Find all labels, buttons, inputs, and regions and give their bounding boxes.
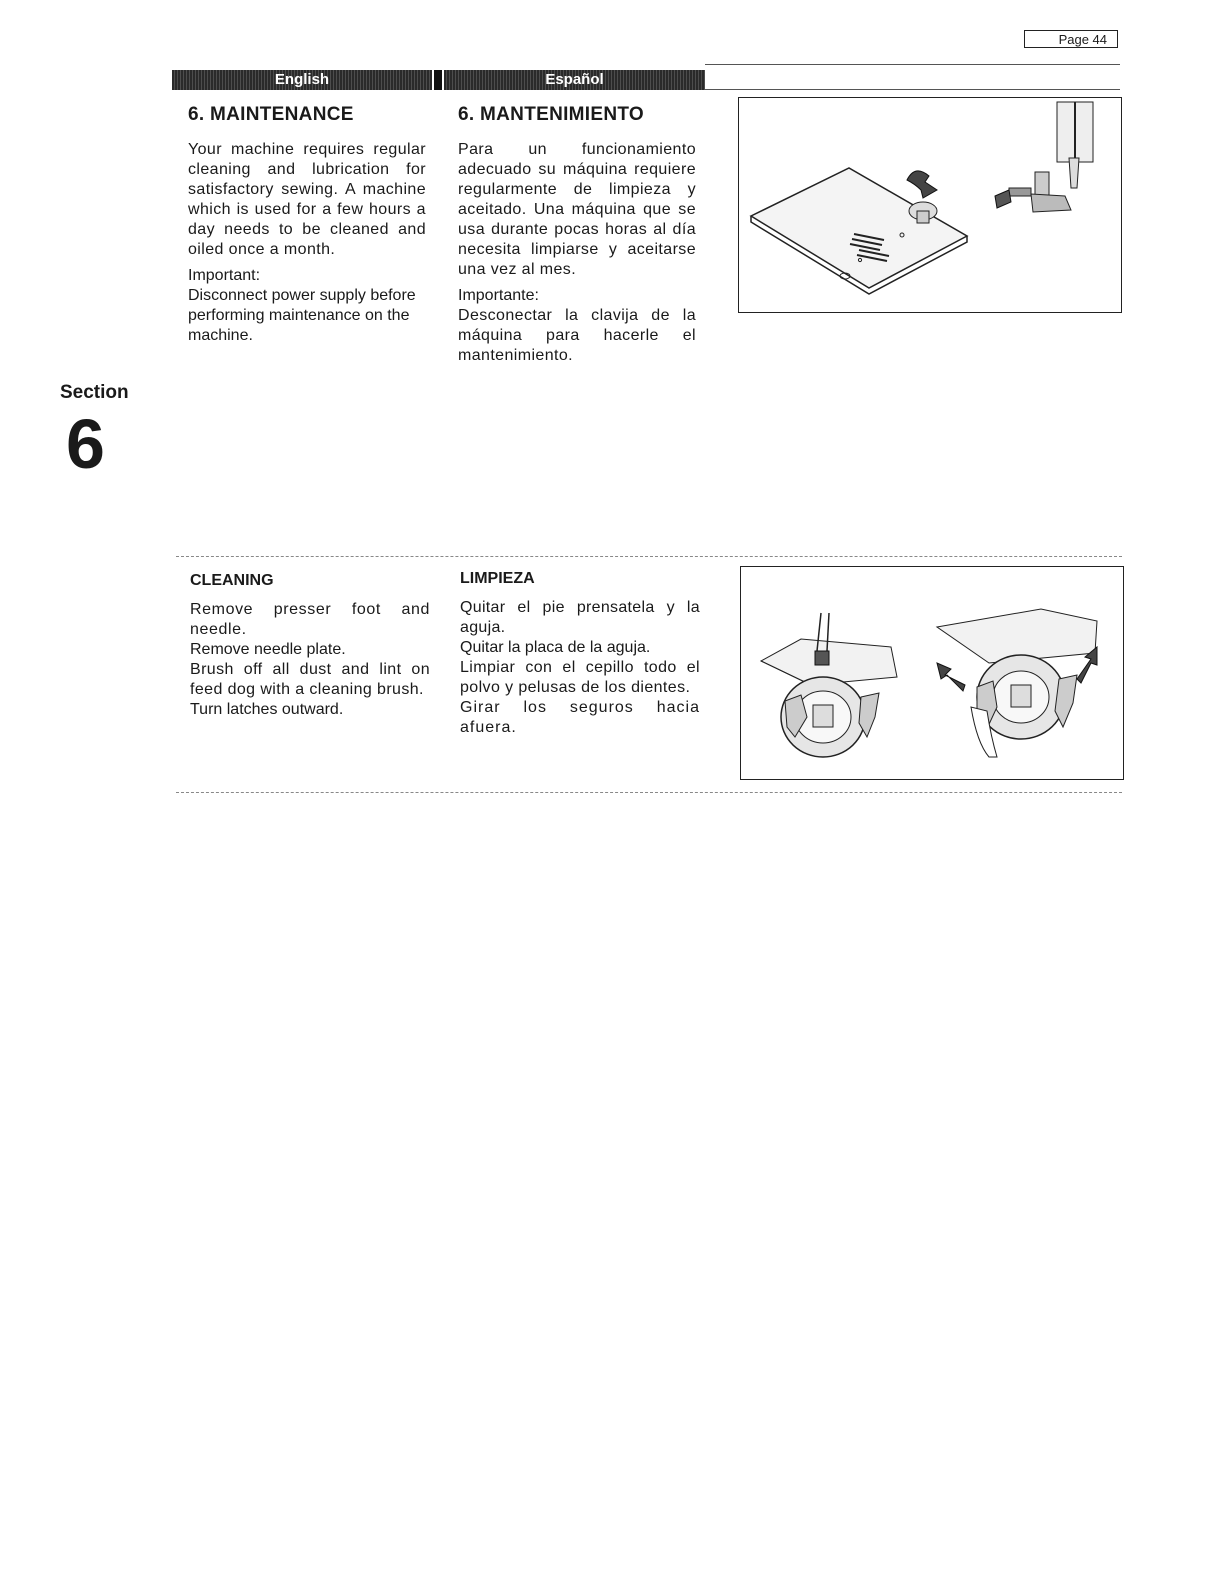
- section-number: 6: [66, 405, 105, 483]
- cleaning-line-en-2: Remove needle plate.: [190, 641, 346, 658]
- section-label: Section: [60, 382, 129, 403]
- cleaning-line-es-1: Quitar el pie prensatela y la aguja.: [460, 599, 700, 636]
- top-rule: [705, 64, 1120, 65]
- page-number: Page 44: [1024, 30, 1118, 48]
- important-label-en: Important:: [188, 267, 261, 284]
- bottom-rule: [176, 792, 1122, 793]
- latches-turning-drawing: [937, 609, 1097, 757]
- spanish-label: Español: [545, 71, 604, 88]
- cleaning-spanish-column: [460, 570, 700, 738]
- cleaning-title-es: LIMPIEZA: [460, 570, 535, 587]
- maintenance-title-en: 6. MAINTENANCE: [188, 104, 354, 125]
- cleaning-line-es-4: Girar los seguros hacia afuera.: [460, 699, 700, 736]
- header-rule: [705, 89, 1120, 90]
- brush-cleaning-drawing: [761, 613, 897, 757]
- section-divider: [176, 556, 1122, 557]
- important-text-es: Desconectar la clavija de la máquina para hacerle el mantenimiento.: [458, 307, 696, 364]
- cleaning-english-column: [190, 572, 430, 720]
- spanish-header-bar: [444, 70, 705, 90]
- cleaning-line-en-1: Remove presser foot and needle.: [190, 601, 430, 638]
- english-label: English: [274, 71, 330, 88]
- bobbin-area-illustration: [741, 567, 1123, 779]
- maintenance-body-es: Para un funcionamiento adecuado su máquina requiere regularmente de limpieza y aceitado. Una máquina que se usa durante pocas horas al día necesita limpiarse y aceitarse una vez al mes.: [458, 141, 696, 278]
- cleaning-figure: [740, 566, 1124, 780]
- maintenance-english-column: [188, 104, 426, 346]
- cleaning-line-es-2: Quitar la placa de la aguja.: [460, 639, 651, 656]
- important-label-es: Importante:: [458, 287, 539, 304]
- bar-divider: [434, 70, 442, 90]
- needle-plate-illustration: [739, 98, 1121, 312]
- important-text-en: Disconnect power supply before performing maintenance on the machine.: [188, 287, 416, 344]
- cleaning-line-en-3: Brush off all dust and lint on feed dog with a cleaning brush.: [190, 661, 430, 698]
- cleaning-line-en-4: Turn latches outward.: [190, 701, 344, 718]
- maintenance-title-es: 6. MANTENIMIENTO: [458, 104, 645, 125]
- maintenance-body-en: Your machine requires regular cleaning and lubrication for satisfactory sewing. A machine which is used for a few hours a day needs to be cleaned and oiled once a month.: [188, 141, 426, 258]
- cleaning-title-en: CLEANING: [190, 572, 274, 589]
- english-header-bar: [172, 70, 432, 90]
- needle-plate-figure: [738, 97, 1122, 313]
- cleaning-line-es-3: Limpiar con el cepillo todo el polvo y pelusas de los dientes.: [460, 659, 700, 696]
- maintenance-spanish-column: [458, 104, 696, 366]
